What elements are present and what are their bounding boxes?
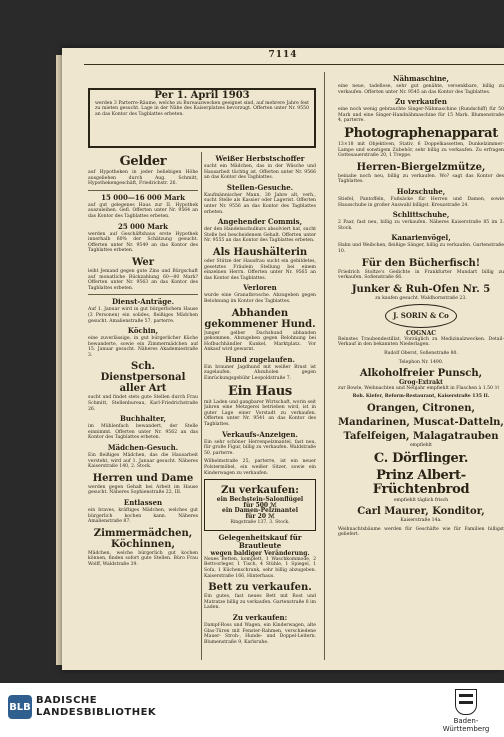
ad-title: Hund zugelaufen.: [225, 354, 295, 364]
framed-ad-body: werden 3 Parterre-Räume, welche zu Bureauzwecken geeignet sind, auf mehrere Jahre fest zu mieten gesucht. Lage in der Nähe des Kaiserplatzes bevorzugt. Offerten unter Nr. 9550 an das Kontor des Tagblattes erbeten.: [95, 100, 309, 117]
ad-title: Weißer Herbstschoffer: [215, 154, 305, 163]
page-number: 7114: [268, 50, 298, 60]
ad-body: werden gegen Gehalt bei Arbeit im Hause gesucht. Näheres Sophienstraße 22, III.: [88, 484, 198, 496]
ad-title: Prinz Albert-Früchtenbrod: [372, 467, 470, 497]
ad-subtitle: empfiehlt täglich frisch: [393, 497, 449, 503]
section-heading: Verkaufs-Anzeigen.: [222, 429, 298, 439]
ad-title: Abhanden gekommener Hund.: [204, 307, 316, 330]
ad-subtitle: COGNAC: [405, 330, 437, 338]
ad-body: Neues Betten, komplett, 1 Waschkommode, 2 Bettvorleger, 1 Tisch, 4 Stühle, 1 Spiegel, 1 Sofa, 1 Küchenschrank, sehr billig abzugeben. Kaiserstraße 166, Hinterhaus.: [204, 556, 316, 579]
ad-body: zu kaufen gesucht. Waldhornstraße 23.: [375, 295, 467, 301]
cognac-brand: J. SORIN & Co: [393, 311, 449, 321]
ad-body: Dampf-Ross und Wagen, ein Kinderwagen, alte Glas-Türen mit Fenster-Rahmen, verschiedene Mauer- Stroh-, Hunde- und Doppel-Leitern. Blumenstraße 9, Karlsruhe.: [204, 622, 316, 645]
ad-address: Kaiserstraße 14a.: [400, 518, 442, 524]
ad-body: eine neue, tadellose, sehr gut genähte, versenkbare, billig zu verkaufen. Offerten unter Nr. 9545 an das Kontor des Tagblattes.: [338, 84, 504, 95]
ad-body: auf Hypotheken in jeder beliebigen Höhe ausgeliehen durch Aug. Schmitt, Hypothekengeschäft, Friedrichstr. 26.: [88, 170, 198, 187]
ad-body: Friedrich Stoltze's Gedichte in Frankfurter Mundart billig zu verkaufen. Sofienstraße 66.: [338, 269, 504, 281]
ad-body: sucht ein Mädchen, das in der Wäsche und Hausarbeit tüchtig ist. Offerten unter Nr. 9566 an das Kontor des Tagblattes.: [204, 164, 316, 181]
cognac-logo-emblem: [385, 304, 457, 328]
ad-title: Herren-Biergelzmütze,: [356, 161, 486, 173]
ad-firm: Carl Maurer, Konditor,: [357, 506, 485, 518]
ad-body: werden auf Geschäftshaus erste Hypothek innerhalb 60% der Schätzung gesucht. Offerten unter Nr. 9549 an das Kontor des Tagblattes erbeten.: [88, 231, 198, 254]
ad-firm: Rob. Kiefer, Reform-Restaurant, Kaiserstraße 135 II.: [352, 394, 490, 400]
ad-subtitle: empfiehlt: [409, 443, 433, 449]
footer-bar: [0, 683, 504, 737]
ad-body: wurde eine Granatbrosche. Abzugeben gegen Belohnung im Kontor des Tagblattes.: [204, 293, 316, 304]
ad-body: Wilhelmstraße 25, parterre, ist ein neuer Polstermöbel, ein weißer Sitzer, sowie ein Kinderwagen zu verkaufen.: [204, 459, 316, 476]
ad-body: Ein gutes, fast neues Bett mit Rost und Matratze billig zu verkaufen. Gartenstraße 8 im Laden.: [204, 594, 316, 611]
ad-title: Wer: [131, 256, 155, 268]
ad-title: Junker & Ruh-Ofen Nr. 5: [351, 283, 491, 295]
ad-title: Gelegenheitskauf für Brautleute: [218, 533, 302, 551]
ad-body: leiht Jemand gegen gute Zins und Bürgschaft auf monatliche Rückzahlung 60—80 Mark? Offerten unter Nr. 9563 an das Kontor des Tagblattes erbeten.: [88, 268, 198, 291]
ad-title: 15 000—16 000 Mark: [101, 192, 185, 202]
ad-title: Schlittschuhe,: [392, 210, 450, 220]
ad-body: Weihnachtsbäume werden für Geschäfte wie für Familien billigst geliefert.: [338, 526, 504, 538]
ad-title: 25 000 Mark: [117, 221, 169, 231]
coat-of-arms-icon: [455, 689, 477, 715]
ad-line: für 500 ℳ: [243, 501, 277, 509]
ad-body: Mädchen, welche bürgerlich gut kochen können, finden sofort gute Stellen. Büro Frau Wolff, Waldstraße 39.: [88, 550, 198, 567]
ad-title: Zimmermädchen, Köchinnen,: [93, 527, 193, 550]
ad-body: Reinstes Traubendestillat. Vorzüglich zu Medizinalzwecken. Detail-Verkauf in den bekannten Niederlagen.: [338, 336, 504, 348]
newspaper-page: [62, 48, 504, 670]
ad-body: Kaufmännischer Mann, 30 Jahre alt, verh., sucht Stelle als Kassier oder Lagerist. Offerten unter Nr. 9556 an das Kontor des Tagblattes erbeten.: [204, 192, 316, 215]
divider: [88, 190, 198, 191]
ad-body: eine zuverlässige, in gut bürgerlicher Küche bewanderte, sowie ein Zimmermädchen auf 15. Januar gesucht. Näheres Akademiestraße 3.: [88, 336, 198, 358]
ad-title: Photographenapparat: [344, 125, 498, 141]
ad-title: Alkoholfreier Punsch,: [359, 368, 483, 380]
ad-line: Tafelfeigen, Malagatrauben: [343, 431, 499, 443]
ad-title: Gelder: [119, 154, 167, 169]
framed-sale-ad: [204, 479, 316, 531]
ad-title: Kanarienvögel,: [391, 233, 451, 243]
ad-body: ein braves, kräftiges Mädchen, welches gut bürgerlich kochen kann. Näheres Amalienstraße 87.: [88, 508, 198, 525]
ad-firm: C. Dörflinger.: [373, 450, 469, 466]
section-heading: Dienst-Anträge.: [111, 297, 175, 307]
ad-title: Orangen, Citronen,: [366, 403, 476, 415]
column-middle: [204, 152, 316, 662]
ad-line: ein Bechstein-Salonflügel: [216, 496, 304, 504]
library-name: [36, 695, 156, 719]
ad-body: im Mühlenfach bewandert, der Stelle einnimmt. Offerten unter Nr. 9562 an das Kontor des Tagblattes erbeten.: [88, 424, 198, 441]
ad-title: Als Haushälterin: [212, 246, 308, 258]
ad-title: Entlassen: [123, 498, 163, 507]
ad-body: eine noch wenig gebrauchte Singer-Nähmaschine (Rundschiff) für 50 Mark und eine Singer-Handnähmaschine für 15 Mark. Blumenstraße 4, parterre.: [338, 107, 504, 124]
ad-body: beinahe noch neu, billig zu verkaufen. Wo? sagt das Kontor des Tagblattes.: [338, 173, 504, 185]
ad-address: Ringstraße 137, 3. Stock.: [230, 519, 290, 525]
ad-title: Sch. Dienstpersonal aller Art: [100, 361, 186, 395]
ad-title: Angehender Commis,: [217, 217, 303, 227]
ad-subtitle: wegen baldiger Veränderung.: [210, 550, 310, 558]
cognac-logo: [338, 304, 504, 328]
ad-body: sucht und findet stets gute Stellen durch Frau Schmitt, Stellenbureau, Karl-Friedrichstraße 26.: [88, 395, 198, 412]
ad-body: zur Bowle, Weihnachten und Neujahr empfiehlt in Flaschen à 1.50 ℳ: [338, 385, 500, 391]
ad-title: Für den Bücherfisch!: [361, 257, 481, 269]
ad-body: mit Laden und gangbarer Wirtschaft, worin seit Jahren eine Metzgerei betrieben wird, ist in guter Lage einer Vorstadt zu verkaufen. Offerten unter Nr. 9541 an das Kontor des Tagblattes.: [204, 399, 316, 428]
column-divider: [324, 72, 325, 660]
ad-agent: Rudolf Oberst, Sofienstraße 80.: [384, 351, 458, 357]
ad-title: Zu verkaufen:: [221, 485, 299, 497]
state-logo[interactable]: [436, 689, 496, 733]
column-right: [338, 72, 504, 662]
ad-body: auf gut gelegenes Haus zur II. Hypothek auszuleihen. Gefl. Offerten unter Nr. 9564 an das Kontor des Tagblattes erbeten.: [88, 202, 198, 219]
ad-body: Junger gelber Dachshund abhanden gekommen. Abzugeben gegen Belohnung bei Hofbuchhändler Kunkel, Marktplatz. Vor Ankauf wird gewarnt.: [204, 330, 316, 353]
ad-body: der den Handelsschulkurs absolviert hat, sucht Stelle bei bescheidenem Gehalt. Offerten unter Nr. 9555 an das Kontor des Tagblattes erbeten.: [204, 227, 316, 244]
ad-title: Herren und Dame: [92, 472, 194, 484]
framed-ad-title: Per 1. April 1903: [154, 90, 250, 101]
ad-body: Stiefel, Pantoffeln, Fußsäcke für Herren und Damen, sowie Hausschuhe in großer Auswahl billigst. Kreuzstraße 24.: [338, 196, 504, 208]
ad-line: Mandarinen, Muscat-Datteln,: [338, 417, 504, 429]
column-divider: [201, 152, 202, 660]
ad-title: Mädchen-Gesuch.: [107, 443, 179, 453]
column-left: [88, 152, 198, 662]
library-name-line2: LANDESBIBLIOTHEK: [36, 707, 157, 718]
ad-title: Nähmaschine,: [393, 74, 449, 83]
ad-title: Köchin,: [127, 326, 159, 336]
ad-line: ein Damen-Pelzmantel: [222, 507, 298, 515]
ad-title: Verloren: [243, 283, 277, 293]
ad-body: oder Stütze der Hausfrau sucht ein gebildetes, gesetztes Fräulein Stellung bei einem einzelnen Herrn. Offerten unter Nr. 9565 an das Kontor des Tagblattes.: [204, 258, 316, 281]
ad-phone: Telephon Nr. 1490.: [398, 359, 444, 365]
library-name-line1: BADISCHE: [36, 695, 98, 706]
ad-body: Ein fleißiges Mädchen, das die Hausarbeit versteht, wird auf 1. Januar gesucht. Näheres Kaiserstraße 140, 2. Stock.: [88, 453, 198, 470]
state-name: Baden-Württemberg: [442, 717, 490, 733]
ad-title: Zu verkaufen: [395, 97, 447, 107]
ad-body: 2 Paar, fast neu, billig zu verkaufen. Näheres Kaiserstraße 85 im 3. Stock.: [338, 220, 504, 231]
ad-body: 13×18 mit Objektiven, Stativ, 6 Doppelkassetten, Dunkelzimmer-Lampe und sonstigem Zubehör, sehr billig zu verkaufen. Zu erfragen Gottesauerstraße 20, 1 Treppe.: [338, 141, 504, 159]
ad-line: für 20 ℳ: [245, 512, 275, 520]
ad-title: Buchhalter,: [120, 414, 166, 424]
header-rule: [84, 64, 504, 65]
ad-subtitle: Grog-Extrakt: [399, 379, 443, 387]
ad-title: Holzschuhe,: [396, 186, 446, 196]
framed-ad: [88, 88, 316, 148]
section-heading: Stellen-Gesuche.: [226, 182, 294, 192]
ad-body: Auf 1. Januar wird in gut bürgerlichem Hause (3 Personen) ein solides, fleißiges Mädchen gesucht. Amalienstraße 57, parterre.: [88, 307, 198, 324]
ad-title: Bett zu verkaufen.: [208, 582, 312, 594]
ad-body: Ein sehr schöner Herrenpelzmantel, fast neu, für große Figur, billig zu verkaufen. Waldstraße 50, parterre.: [204, 439, 316, 456]
ad-title: Zu verkaufen:: [232, 612, 288, 622]
ad-body: Hahn und Weibchen, fleißige Sänger, billig zu verkaufen. Gartenstraße 10.: [338, 243, 504, 254]
library-logo[interactable]: BLB: [8, 695, 32, 719]
ad-title: Ein Haus: [228, 383, 292, 399]
ad-body: Ein brauner Jagdhund mit weißer Brust ist zugelaufen. Abzuholen gegen Einrückungsgebühr Leopoldstraße 7.: [204, 364, 316, 382]
divider: [88, 294, 198, 295]
